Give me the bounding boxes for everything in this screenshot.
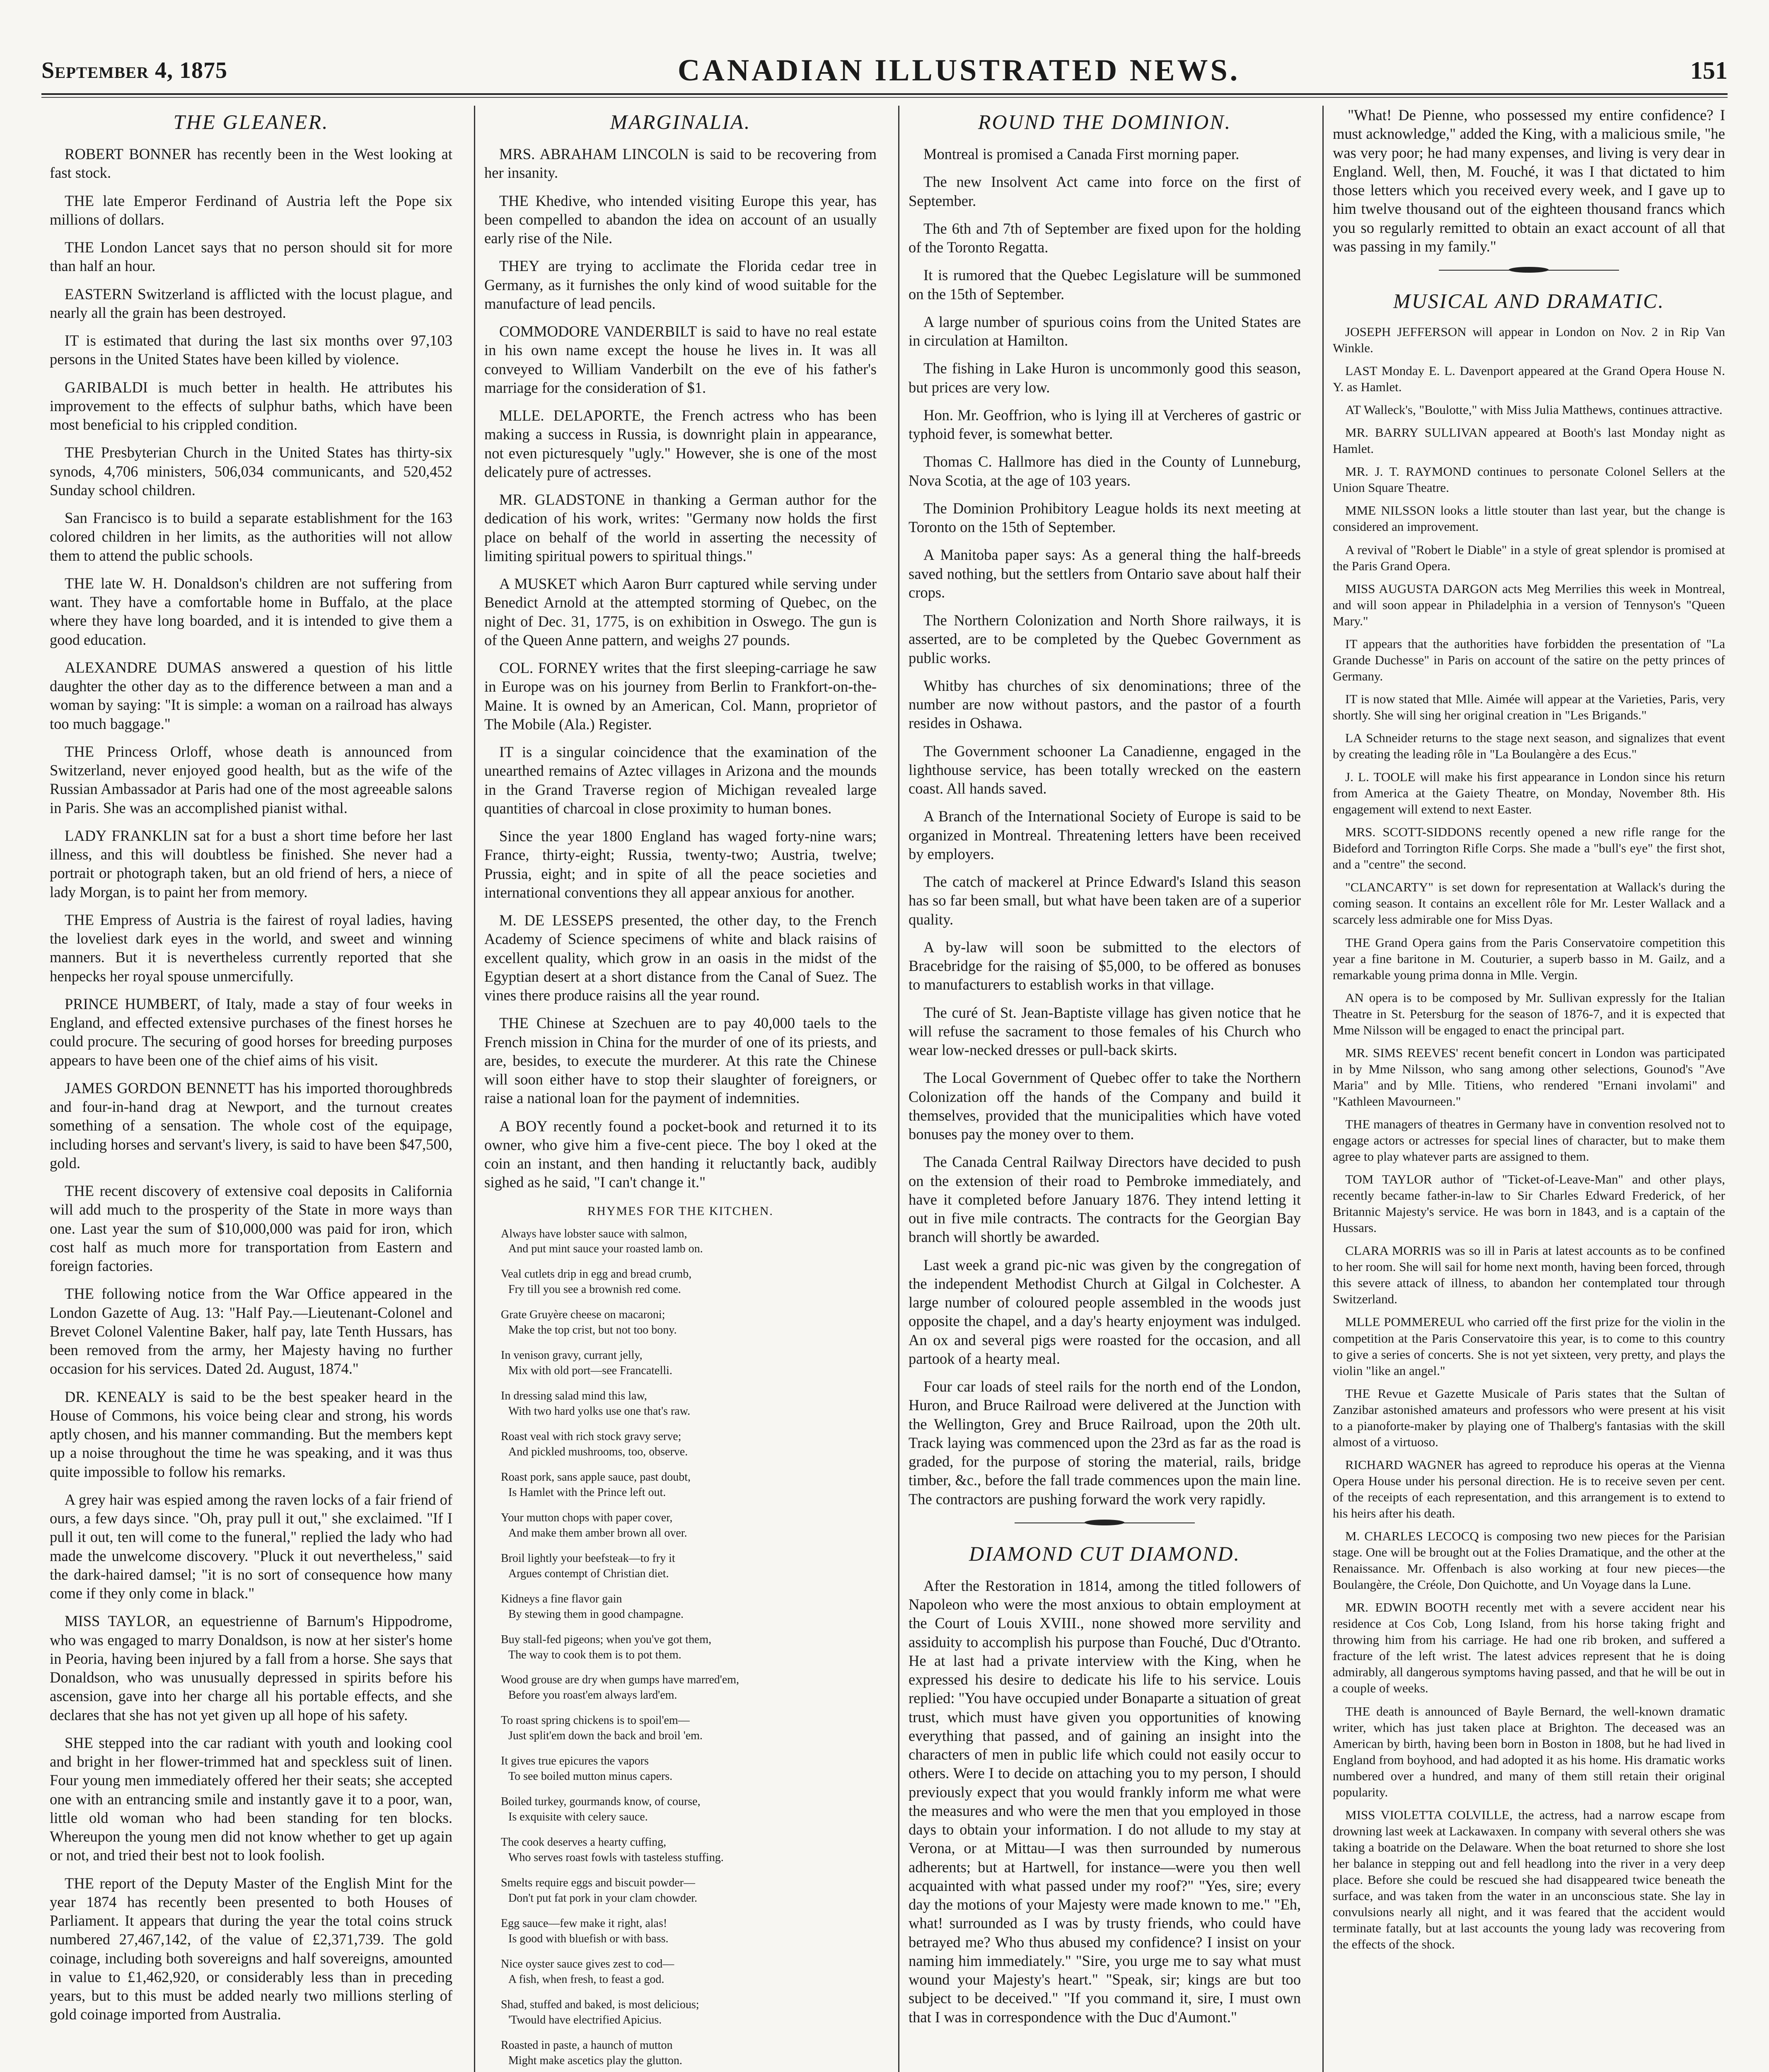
marginalia-item: A MUSKET which Aaron Burr captured while serving under Benedict Arnold at the attempted storming of Quebec, on the night of Dec. 31, 1775, is on exhibition in Oswego. The gun is of the Queen Anne pattern, and weighs 27 pounds.: [484, 575, 877, 649]
dominion-item: A by-law will soon be submitted to the electors of Bracebridge for the raising of $5,000, to be offered as bonuses to manufacturers to establish works in that village.: [909, 938, 1301, 993]
rhyme-couplet: [501, 1957, 877, 1987]
column-marginalia: [474, 106, 879, 2072]
section-title-diamond: DIAMOND CUT DIAMOND.: [969, 1542, 1240, 1565]
rhyme-line: In dressing salad mind this law,: [501, 1389, 647, 1403]
rhyme-line: And put mint sauce your roasted lamb on.: [508, 1242, 703, 1256]
section-ornament: [1439, 270, 1619, 273]
gleaner-item: San Francisco is to build a separate establishment for the 163 colored children in her limits, as the authorities will not allow them to attend the public schools.: [50, 509, 452, 564]
page-columns: [50, 106, 1728, 2072]
rhyme-line: Make the top crist, but not too bony.: [508, 1324, 677, 1337]
musical-item: A revival of "Robert le Diable" in a style of great splendor is promised at the Paris Grand Opera.: [1333, 542, 1725, 573]
musical-item: MISS VIOLETTA COLVILLE, the actress, had a narrow escape from drowning last week at Lackawaxen. In company with several others she was taking a boatride on the Delaware. When the boat returned to shore she lost her balance in stepping out and fell headlong into the river in a very deep place. Before she could be rescued she had disappeared twice beneath the surface, and was taken from the water in an unconscious state. She lay in convulsions nearly all night, and it was feared that the accident would terminate fatally, but at last accounts the young lady was recovering from the effects of the shock.: [1333, 1807, 1725, 1952]
rhyme-line: Broil lightly your beefsteak—to fry it: [501, 1552, 675, 1565]
musical-item: AN opera is to be composed by Mr. Sullivan expressly for the Italian Theatre in St. Petersburg for the season of 1876-7, and it is expected that Mme Nilsson will be engaged to enact the principal part.: [1333, 990, 1725, 1037]
section-title-musical: MUSICAL AND DRAMATIC.: [1393, 289, 1665, 312]
marginalia-item: COMMODORE VANDERBILT is said to have no real estate in his own name except the house he lives in. It was all conveyed to William Vanderbilt on the eve of his father's marriage for the consideration of $1.: [484, 323, 877, 396]
rhyme-couplet: [501, 1835, 877, 1866]
rhyme-line: Roast pork, sans apple sauce, past doubt,: [501, 1470, 691, 1484]
musical-item: LA Schneider returns to the stage next season, and signalizes that event by creating the leading rôle in "La Boulangère a des Ecus.": [1333, 730, 1725, 762]
rhyme-line: Might make ascetics play the glutton.: [508, 2054, 682, 2067]
issue-date: September 4, 1875: [41, 58, 228, 83]
rhyme-couplet: [501, 1632, 877, 1663]
rhyme-line: Smelts require eggs and biscuit powder—: [501, 1876, 695, 1889]
gleaner-item: SHE stepped into the car radiant with youth and looking cool and bright in her flower-trimmed hat and speckless suit of linen. Four young men immediately offered her their seats; she accepted one with an entrancing smile and instantly gave it to a poor, wan, little old woman who had been standing for ten blocks. Whereupon the young men did not know whether to get up again or not, and tried their best not to look foolish.: [50, 1734, 452, 1864]
dominion-item: Four car loads of steel rails for the north end of the London, Huron, and Bruce Railroad were delivered at the Junction with the Wellington, Grey and Bruce Railroad, upon the 20th ult. Track laying was commenced upon the 23rd as far as the road is graded, for the purpose of storing the material, rails, bridge timber, &c., before the fall trade commences upon the main line. The contractors are pushing forward the work very rapidly.: [909, 1378, 1301, 1508]
musical-item: CLARA MORRIS was so ill in Paris at latest accounts as to be confined to her room. She will sail for home next month, having been forced, through this severe attack of illness, to abandon her contemplated tour through Switzerland.: [1333, 1243, 1726, 1307]
rhyme-line: With two hard yolks use one that's raw.: [508, 1405, 691, 1418]
rhyme-couplet: [501, 1348, 877, 1379]
marginalia-item: M. DE LESSEPS presented, the other day, to the French Academy of Science specimens of white and black raisins of excellent quality, which grow in an oasis in the midst of the Egyptian desert at a short distance from the Canal of Suez. The vines there produce raisins all the year round.: [484, 912, 877, 1004]
rhyme-line: A fish, when fresh, to feast a god.: [508, 1973, 665, 1986]
dominion-item: The fishing in Lake Huron is uncommonly good this season, but prices are very low.: [909, 360, 1301, 396]
gleaner-items: [50, 145, 452, 2024]
rhyme-line: Before you roast'em always lard'em.: [508, 1689, 677, 1702]
musical-item: THE managers of theatres in Germany have in convention resolved not to engage actors or actresses for special lines of character, but to make them agree to play whatever parts are assigned to them.: [1333, 1116, 1725, 1164]
rhyme-line: Boiled turkey, gourmands know, of course,: [501, 1795, 701, 1808]
marginalia-item: MLLE. DELAPORTE, the French actress who has been making a success in Russia, is downright plain in appearance, not even picturesquely "ugly." However, she is one of the most delicately pure of actresses.: [484, 407, 877, 480]
dominion-item: A Manitoba paper says: As a general thing the half-breeds saved nothing, but the settlers from Ontario save about half their crops.: [909, 546, 1301, 601]
dominion-item: The 6th and 7th of September are fixed upon for the holding of the Toronto Regatta.: [909, 220, 1301, 256]
section-title-dominion: ROUND THE DOMINION.: [978, 110, 1232, 133]
gleaner-item: THE report of the Deputy Master of the English Mint for the year 1874 has recently been presented to both Houses of Parliament. It appears that during the year the total coins struck numbered 27,467,142, of the value of £2,371,739. The gold coinage, including both sovereigns and half sovereigns, amounted in value to £1,462,920, or considerably less than in preceding years, but to this must be added nearly two millions sterling of gold coinage imported from Australia.: [50, 1874, 452, 2023]
diamond-paragraph: "What! De Pienne, who possessed my entire confidence? I must acknowledge," added the King, with a malicious smile, "he was very poor; he had many expenses, and living is very dear in England. Well, then, M. Fouché, it was I that dictated to him those letters which you received every week, and I gave up to him twelve thousand out of the eighteen thousand francs which you so regularly remitted to obtain an exact account of all that was passing in my family.": [1333, 107, 1725, 255]
page-number: 151: [1690, 56, 1728, 84]
gleaner-item: MISS TAYLOR, an equestrienne of Barnum's Hippodrome, who was engaged to marry Donaldson, is now at her sister's home in Peoria, having been injured by a fall from a horse. She says that Donaldson, who was unusually depressed in spirits before his ascension, gave into her charge all his portable effects, and she declares that she has not yet given up all hope of his safety.: [50, 1612, 452, 1723]
rhyme-couplet: [501, 1429, 877, 1460]
rhyme-line: Argues contempt of Christian diet.: [508, 1567, 669, 1580]
rhyme-line: To see boiled mutton minus capers.: [508, 1770, 673, 1783]
rhyme-line: It gives true epicures the vapors: [501, 1755, 649, 1768]
marginalia-item: Since the year 1800 England has waged forty-nine wars; France, thirty-eight; Russia, twenty-two; Austria, twelve; Prussia, eight; and in spite of all the peace societies and international conventions they all appear anxious for another.: [484, 828, 877, 901]
section-title-gleaner: THE GLEANER.: [173, 110, 329, 133]
rhyme-line: Mix with old port—see Francatelli.: [508, 1364, 672, 1377]
gleaner-item: LADY FRANKLIN sat for a bust a short time before her last illness, and this will doubtless be finished. She never had a portrait or photograph taken, but an old friend of hers, a niece of lady Morgan, is to paint her from memory.: [50, 827, 452, 900]
musical-item: MR. BARRY SULLIVAN appeared at Booth's last Monday night as Hamlet.: [1333, 425, 1725, 456]
rhyme-line: Always have lobster sauce with salmon,: [501, 1227, 687, 1240]
musical-item: MR. J. T. RAYMOND continues to personate Colonel Sellers at the Union Square Theatre.: [1333, 464, 1725, 495]
rhyme-line: Don't put fat pork in your clam chowder.: [508, 1891, 698, 1905]
rhyme-line: Fry till you see a brownish red come.: [508, 1283, 681, 1296]
rhyme-line: 'Twould have electrified Apicius.: [508, 2013, 662, 2026]
rhyme-line: Roasted in paste, a haunch of mutton: [501, 2038, 673, 2052]
rhyme-line: Wood grouse are dry when gumps have marred'em,: [501, 1673, 740, 1687]
rhyme-couplet: [501, 1997, 877, 2028]
dominion-item: The Canada Central Railway Directors have decided to push on the extension of their road to Pembroke immediately, and have it completed before January 1876. They intend letting it out in five mile contracts. The contracts for the Georgian Bay branch will shortly be awarded.: [909, 1153, 1301, 1246]
rhyme-line: Nice oyster sauce gives zest to cod—: [501, 1957, 674, 1970]
dominion-item: The Local Government of Quebec offer to take the Northern Colonization off the hands of the Company and build it themselves, provided that the municipalities which have voted bonuses pay the money over to them.: [909, 1069, 1301, 1143]
musical-item: MR. EDWIN BOOTH recently met with a severe accident near his residence at Cos Cob, Long Island, from his horse taking fright and throwing him from his carriage. He had one rib broken, and suffered a fracture of the left wrist. The latest advices represent that he is doing admirably, all dangerous symptoms having passed, and that he will be out in a couple of weeks.: [1333, 1600, 1725, 1696]
rhymes-title: RHYMES FOR THE KITCHEN.: [587, 1204, 773, 1218]
gleaner-item: PRINCE HUMBERT, of Italy, made a stay of four weeks in England, and effected extensive purchases of the finest horses he could procure. The securing of good horses for breeding purposes appears to have been one of the chief aims of his visit.: [50, 995, 452, 1069]
musical-item: M. CHARLES LECOCQ is composing two new pieces for the Parisian stage. One will be brought out at the Folies Dramatique, and the other at the Renaissance. Mr. Offenbach is also working at four new pieces—the Boulangère, the Créole, Don Quichotte, and Un Voyage dans la Lune.: [1333, 1529, 1725, 1592]
rhyme-line: Egg sauce—few make it right, alas!: [501, 1917, 667, 1930]
dominion-item: The Government schooner La Canadienne, engaged in the lighthouse service, has been totally wrecked on the eastern coast. All hands saved.: [909, 742, 1301, 797]
rhyme-line: And make them amber brown all over.: [508, 1526, 687, 1539]
rhyme-line: Kidneys a fine flavor gain: [501, 1592, 622, 1605]
musical-item: JOSEPH JEFFERSON will appear in London on Nov. 2 in Rip Van Winkle.: [1333, 324, 1725, 356]
header-rule: [41, 97, 1728, 98]
gleaner-item: THE London Lancet says that no person should sit for more than half an hour.: [50, 239, 452, 275]
rhyme-line: By stewing them in good champagne.: [508, 1607, 684, 1621]
rhyme-couplet: [501, 1673, 877, 1703]
gleaner-item: THE Empress of Austria is the fairest of royal ladies, having the loveliest dark eyes in the world, and sweet and winning manners. But it is nevertheless currently reported that she henpecks her royal spouse unmercifully.: [50, 911, 452, 985]
rhyme-couplet: [501, 1876, 877, 1906]
column-gleaner: [50, 106, 455, 2072]
gleaner-item: EASTERN Switzerland is afflicted with the locust plague, and nearly all the grain has been destroyed.: [50, 285, 452, 321]
rhyme-couplet: [501, 1267, 877, 1297]
rhyme-line: Who serves roast fowls with tasteless stuffing.: [508, 1851, 724, 1864]
rhyme-line: Your mutton chops with paper cover,: [501, 1511, 673, 1524]
gleaner-item: THE late W. H. Donaldson's children are not suffering from want. They have a comfortable home in Buffalo, at the place where they have long boarded, and it is intended to give them a good education.: [50, 574, 452, 648]
dominion-item: The curé of St. Jean-Baptiste village has given notice that he will refuse the sacrament to those females of his Church who wear low-necked dresses or pull-back skirts.: [909, 1004, 1301, 1058]
rhyme-line: Grate Gruyère cheese on macaroni;: [501, 1308, 665, 1322]
rhymes-for-the-kitchen: [484, 1227, 877, 2069]
rhyme-line: Buy stall-fed pigeons; when you've got them,: [501, 1633, 712, 1646]
musical-item: J. L. TOOLE will make his first appearance in London since his return from America at the Gaiety Theatre, on Monday, November 8th. His engagement will extend to next Easter.: [1333, 770, 1725, 817]
dominion-item: The new Insolvent Act came into force on the first of September.: [909, 173, 1301, 209]
dominion-item: Whitby has churches of six denominations; three of the number are now without pastors, and the pastor of a fourth resides in Oshawa.: [909, 677, 1301, 732]
column-musical: [1322, 106, 1728, 2072]
marginalia-item: MRS. ABRAHAM LINCOLN is said to be recovering from her insanity.: [484, 145, 877, 182]
musical-item: IT is now stated that Mlle. Aimée will appear at the Varieties, Paris, very shortly. She will sing her original creation in "Les Brigands.": [1333, 691, 1725, 722]
rhyme-couplet: [501, 1794, 877, 1825]
musical-item: THE Grand Opera gains from the Paris Conservatoire competition this year a fine baritone in M. Couturier, a superb basso in M. Gailz, and a remarkable young prima donna in Mlle. Vergin.: [1333, 935, 1725, 982]
masthead: CANADIAN ILLUSTRATED NEWS.: [677, 53, 1240, 87]
musical-item: MISS AUGUSTA DARGON acts Meg Merrilies this week in Montreal, and will soon appear in Philadelphia in a version of Tennyson's "Queen Mary.": [1333, 581, 1725, 628]
musical-item: MRS. SCOTT-SIDDONS recently opened a new rifle range for the Bideford and Torrington Rifle Corps. She made a "bull's eye" the first shot, and a "centre" the second.: [1333, 825, 1725, 872]
rhyme-couplet: [501, 1551, 877, 1582]
rhyme-couplet: [501, 1916, 877, 1947]
marginalia-item: THE Chinese at Szechuen are to pay 40,000 taels to the French mission in China for the murder of one of its priests, and are, besides, to execute the murderer. At this rate the Chinese will soon either have to stop their slaughter of foreigners, or raise a national loan for the payment of indemnities.: [484, 1014, 877, 1107]
musical-item: THE Revue et Gazette Musicale of Paris states that the Sultan of Zanzibar astonished amateurs and professors who were present at his visit to a pianoforte-maker by playing one of Thalberg's fantasias with the skill almost of a virtuoso.: [1333, 1386, 1725, 1449]
rhyme-line: In venison gravy, currant jelly,: [501, 1349, 643, 1362]
gleaner-item: THE Princess Orloff, whose death is announced from Switzerland, never enjoyed good health, but as the wife of the Russian Ambassador at Paris had one of the most agreeable salons in Paris. She was an accomplished pianist withal.: [50, 743, 452, 816]
gleaner-item: THE recent discovery of extensive coal deposits in California will add much to the prosperity of the State in more ways than one. Last year the sum of $10,000,000 was paid for iron, which cost half as much more for transportation from Eastern and foreign factories.: [50, 1182, 452, 1274]
rhyme-couplet: [501, 1754, 877, 1784]
page-header: [41, 48, 1728, 95]
marginalia-item: IT is a singular coincidence that the examination of the unearthed remains of Aztec villages in Arizona and the mounds in the Grand Traverse region of Michigan revealed large quantities of charcoal in close proximity to human bones.: [484, 743, 877, 817]
rhyme-couplet: [501, 1470, 877, 1501]
rhyme-couplet: [501, 1510, 877, 1541]
rhyme-line: Is exquisite with celery sauce.: [508, 1811, 648, 1824]
rhyme-line: Is good with bluefish or with bass.: [508, 1932, 669, 1945]
rhyme-line: Roast veal with rich stock gravy serve;: [501, 1430, 682, 1443]
musical-item: "CLANCARTY" is set down for representation at Wallack's during the coming season. It contains an excellent rôle for Mr. Lester Wallack and a scarcely less admirable one for Miss Dyas.: [1333, 880, 1725, 927]
rhyme-line: Just split'em down the back and broil 'em.: [508, 1729, 703, 1743]
musical-item: MLLE POMMEREUL who carried off the first prize for the violin in the competition at the Paris Conservatoire this year, is to come to this country to give a series of concerts. She is not yet sixteen, very pretty, and plays the violin "like an angel.": [1333, 1314, 1725, 1378]
rhyme-line: Veal cutlets drip in egg and bread crumb,: [501, 1268, 692, 1281]
marginalia-item: COL. FORNEY writes that the first sleeping-carriage he saw in Europe was on his journey from Berlin to Frankfort-on-the-Maine. It is owned by an American, Col. Mann, proprietor of The Mobile (Ala.) Register.: [484, 659, 877, 733]
marginalia-items: [484, 145, 877, 1192]
dominion-item: It is rumored that the Quebec Legislature will be summoned on the 15th of September.: [909, 266, 1301, 303]
rhyme-couplet: [501, 1389, 877, 1419]
gleaner-item: THE late Emperor Ferdinand of Austria left the Pope six millions of dollars.: [50, 192, 452, 228]
gleaner-item: JAMES GORDON BENNETT has his imported thoroughbreds and four-in-hand drag at Newport, and the turnout creates something of a sensation. The whole cost of the equipage, including horses and servant's livery, is said to have been $47,500, gold.: [50, 1079, 452, 1172]
rhyme-line: The way to cook them is to pot them.: [508, 1648, 682, 1661]
marginalia-item: A BOY recently found a pocket-book and returned it to its owner, who give him a five-cent piece. The boy l oked at the coin an instant, and then handing it reluctantly back, audibly sighed as he said, "I can't change it.": [484, 1117, 877, 1191]
musical-item: THE death is announced of Bayle Bernard, the well-known dramatic writer, which has just taken place at Brighton. The deceased was an American by birth, having been born in Boston in 1808, but he had lived in England from boyhood, and had adopted it as his home. His dramatic works numbered over a hundred, and many of them still retain their original popularity.: [1333, 1704, 1725, 1799]
rhyme-line: And pickled mushrooms, too, observe.: [508, 1445, 688, 1458]
gleaner-item: IT is estimated that during the last six months over 97,103 persons in the United States have been killed by violence.: [50, 332, 452, 368]
rhyme-couplet: [501, 1227, 877, 1257]
dominion-item: A Branch of the International Society of Europe is said to be organized in Montreal. Threatening letters have been received by employers.: [909, 808, 1301, 862]
gleaner-item: ALEXANDRE DUMAS answered a question of his little daughter the other day as to the difference between a man and a woman by saying: "It is simple: a woman on a railroad has always too much baggage.": [50, 658, 452, 732]
musical-item: TOM TAYLOR author of "Ticket-of-Leave-Man" and other plays, recently became father-in-law to Sir Charles Edward Frederick, of her Britannic Majesty's service. He was born in 1843, and is a captain of the Hussars.: [1333, 1172, 1725, 1235]
marginalia-item: THEY are trying to acclimate the Florida cedar tree in Germany, as it furnishes the only kind of wood suitable for the manufacture of lead pencils.: [484, 257, 877, 312]
dominion-item: A large number of spurious coins from the United States are in circulation at Hamilton.: [909, 313, 1301, 349]
dominion-item: Hon. Mr. Geoffrion, who is lying ill at Vercheres of gastric or typhoid fever, is somewhat better.: [909, 406, 1301, 442]
dominion-item: Last week a grand pic-nic was given by the congregation of the independent Methodist Church at Gilgal in Colchester. A large number of coloured people assembled in the woods just opposite the chapel, and a day's hearty enjoyment was indulged. An ox and several pigs were roasted for the occasion, and all partook of a hearty meal.: [909, 1256, 1301, 1367]
column-dominion: [898, 106, 1303, 2072]
diamond-paragraph: After the Restoration in 1814, among the titled followers of Napoleon who were the most anxious to obtain employment at the Court of Louis XVIII., none showed more servility and assiduity to accomplish his purpose than Fouché, Duc d'Otranto. He at last had a private interview with the King, when he expressed his desire to dedicate his life to his service. Louis replied: "You have occupied under Bonaparte a situation of great trust, which must have given you opportunities of knowing everything that passed, and of gaining an insight into the characters of men in public life which could not easily occur to others. Were I to decide on attaching you to my person, I should previously expect that you would frankly inform me what were the measures and who were the men that you employed in those days to obtain your information. I do not allude to my stay at Verona, or at Mittau—I was then surrounded by numerous adherents; but at Hartwell, for instance—were you then well acquainted with what passed under my roof?" "Yes, sire; every day the motions of your Majesty were made known to me." "Eh, what! surrounded as I was by trusty friends, who could have betrayed me? Who thus abused my confidence? I insist on your naming him immediately." "Sire, you urge me to say what must wound your Majesty's heart." "Speak, sir; kings are but too subject to be deceived." "If you command it, sire, I must own that I was in correspondence with the Duc d'Aumont.": [909, 1577, 1301, 2026]
rhyme-couplet: [501, 1592, 877, 1622]
section-title-marginalia: MARGINALIA.: [610, 110, 751, 133]
rhyme-couplet: [501, 2038, 877, 2069]
gleaner-item: THE Presbyterian Church in the United States has thirty-six synods, 4,706 ministers, 506,034 communicants, and 520,452 Sunday school children.: [50, 444, 452, 499]
gleaner-item: ROBERT BONNER has recently been in the West looking at fast stock.: [50, 145, 452, 182]
marginalia-item: THE Khedive, who intended visiting Europe this year, has been compelled to abandon the idea on account of an usually early rise of the Nile.: [484, 192, 877, 247]
musical-item: RICHARD WAGNER has agreed to reproduce his operas at the Vienna Opera House under his personal direction. He is to receive seven per cent. of the receipts of each representation, and this arrangement is to extend to his heirs after his death.: [1333, 1457, 1725, 1520]
musical-item: MR. SIMS REEVES' recent benefit concert in London was participated in by Mme Nilsson, who sang among other selections, Gounod's "Ave Maria" and by Mlle. Titiens, who rendered "Ernani involami" and "Kathleen Mavourneen.": [1333, 1045, 1725, 1109]
rhyme-couplet: [501, 1307, 877, 1338]
musical-item: MME NILSSON looks a little stouter than last year, but the change is considered an improvement.: [1333, 503, 1725, 534]
musical-item: LAST Monday E. L. Davenport appeared at the Grand Opera House N. Y. as Hamlet.: [1333, 363, 1725, 395]
musical-items: [1333, 324, 1725, 1952]
dominion-item: The catch of mackerel at Prince Edward's Island this season has so far been small, but what have been taken are of a superior quality.: [909, 873, 1301, 928]
dominion-item: The Dominion Prohibitory League holds its next meeting at Toronto on the 15th of September.: [909, 499, 1301, 535]
musical-item: AT Walleck's, "Boulotte," with Miss Julia Matthews, continues attractive.: [1345, 402, 1723, 417]
dominion-item: Thomas C. Hallmore has died in the County of Lunneburg, Nova Scotia, at the age of 103 years.: [909, 453, 1301, 489]
gleaner-item: THE following notice from the War Office appeared in the London Gazette of Aug. 13: "Half Pay.—Lieutenant-Colonel and Brevet Colonel Valentine Baker, half pay, late Tenth Hussars, has been removed from the army, her Majesty having no further occasion for his services. Dated 2d. August, 1874.": [50, 1285, 452, 1377]
dominion-item: Montreal is promised a Canada First morning paper.: [923, 145, 1240, 162]
rhyme-line: To roast spring chickens is to spoil'em—: [501, 1714, 690, 1727]
musical-item: IT appears that the authorities have forbidden the presentation of "La Grande Duchesse" in Paris on account of the satire on the petty princes of Germany.: [1333, 636, 1725, 683]
rhyme-couplet: [501, 1713, 877, 1744]
dominion-item: The Northern Colonization and North Shore railways, it is asserted, are to be completed by the Quebec Government as public works.: [909, 612, 1301, 666]
dominion-items: [909, 145, 1301, 1508]
marginalia-item: MR. GLADSTONE in thanking a German author for the dedication of his work, writes: "Germany now holds the first place on behalf of the world in asserting the necessity of limiting spiritual powers to spiritual things.": [484, 491, 877, 564]
gleaner-item: DR. KENEALY is said to be the best speaker heard in the House of Commons, his voice being clear and strong, his words aptly chosen, and his manner commanding. But the members kept up a noise throughout the time he was speaking, and it was thus quite impossible to follow his remarks.: [50, 1388, 452, 1480]
gleaner-item: A grey hair was espied among the raven locks of a fair friend of ours, a few days since. "Oh, pray pull it out," she exclaimed. "If I pull it out, ten will come to the funeral," replied the lady who had made the unwelcome discovery. "Pluck it out nevertheless," said the dark-haired damsel; "it is no sort of consequence how many come if they only come in black.": [50, 1491, 452, 1602]
rhyme-line: The cook deserves a hearty cuffing,: [501, 1836, 667, 1849]
section-ornament: [1015, 1523, 1195, 1526]
rhyme-line: Shad, stuffed and baked, is most delicious;: [501, 1998, 699, 2011]
gleaner-item: GARIBALDI is much better in health. He attributes his improvement to the effects of sulphur baths, which have been most beneficial to his crippled condition.: [50, 378, 452, 433]
rhyme-line: Is Hamlet with the Prince left out.: [508, 1486, 666, 1499]
